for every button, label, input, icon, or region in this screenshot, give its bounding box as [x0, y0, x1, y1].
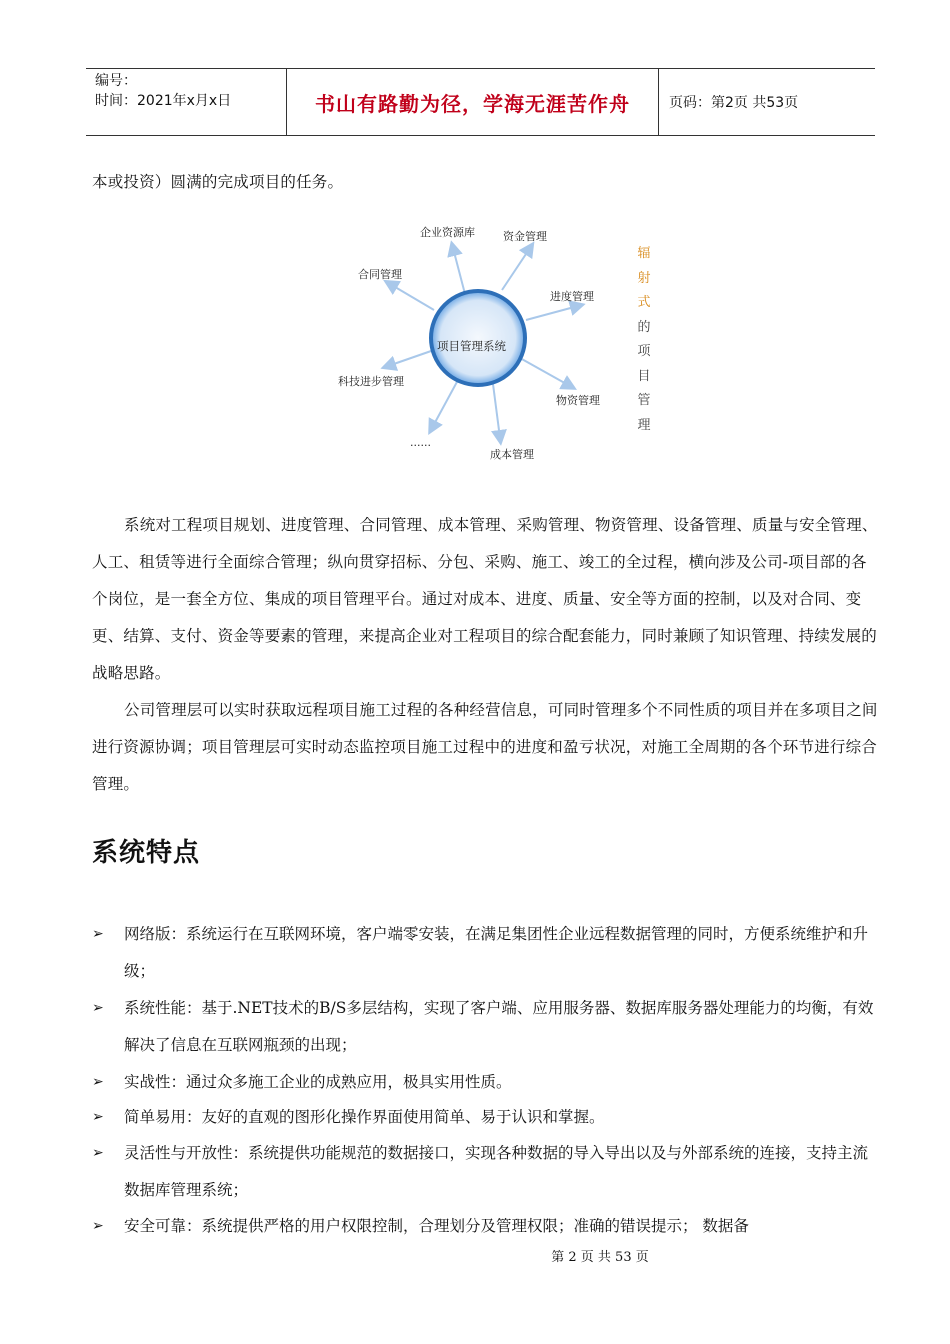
bullet-arrow-icon: ➢ — [92, 1000, 104, 1016]
paragraph-1: 系统对工程项目规划、进度管理、合同管理、成本管理、采购管理、物资管理、设备管理、质量与安全管理、人工、租赁等进行全面综合管理；纵向贯穿招标、分包、采购、施工、竣工的全过程，横向涉及公司-项目部的各个岗位，是一套全方位、集成的项目管理平台。通过对成本、进度、质量、安全等方面的控制，以及对合同、变更、结算、支付、资金等要素的管理，来提高企业对工程项目的综合配套能力，同时兼顾了知识管理、持续发展的战略思路。 — [92, 516, 878, 682]
section-title: 系统特点 — [92, 838, 201, 868]
side-char: 辐 — [637, 246, 651, 261]
feature-text: 实战性：通过众多施工企业的成熟应用，极具实用性质。 — [124, 1073, 512, 1091]
header-meta — [86, 69, 286, 135]
feature-item — [92, 1135, 882, 1209]
feature-item — [92, 916, 882, 990]
feature-item — [92, 1099, 882, 1136]
side-char: 管 — [637, 393, 651, 408]
page-footer — [0, 1246, 950, 1265]
time-label: 时间：2021年x月x日 — [95, 93, 232, 109]
feature-item — [92, 1064, 882, 1101]
node-enterprise-resources: 企业资源库 — [420, 226, 475, 239]
center-label: 项目管理系统 — [437, 339, 506, 353]
side-char: 射 — [637, 270, 651, 286]
feature-item — [92, 1208, 882, 1245]
node-contract-management: 合同管理 — [358, 268, 402, 281]
side-char: 项 — [637, 344, 651, 359]
feature-text: 灵活性与开放性：系统提供功能规范的数据接口，实现各种数据的导入导出以及与外部系统的连接，支持主流数据库管理系统； — [124, 1144, 869, 1199]
side-char: 的 — [637, 319, 651, 335]
bullet-arrow-icon: ➢ — [92, 926, 104, 942]
intro-line: 本或投资）圆满的完成项目的任务。 — [92, 173, 344, 191]
bullet-arrow-icon: ➢ — [92, 1074, 104, 1090]
page-header — [86, 68, 875, 136]
footer-page-number: 第 2 页 共 53 页 — [551, 1250, 649, 1265]
side-char: 目 — [637, 368, 651, 384]
bullet-arrow-icon: ➢ — [92, 1218, 104, 1234]
feature-text: 简单易用：友好的直观的图形化操作界面使用简单、易于认识和掌握。 — [124, 1108, 605, 1126]
bullet-arrow-icon: ➢ — [92, 1145, 104, 1161]
node-fund-management: 资金管理 — [503, 230, 547, 243]
header-motto: 书山有路勤为径，学海无涯苦作舟 — [286, 69, 659, 135]
radial-diagram — [330, 210, 680, 470]
bullet-arrow-icon: ➢ — [92, 1109, 104, 1125]
header-page-label: 页码：第2页 共53页 — [669, 95, 799, 111]
node-cost-management: 成本管理 — [490, 448, 534, 461]
node-tech-progress-management: 科技进步管理 — [338, 375, 404, 388]
node-material-management: 物资管理 — [556, 394, 600, 407]
side-char: 理 — [637, 417, 651, 433]
diagram-side-title — [635, 242, 653, 438]
feature-item — [92, 990, 882, 1064]
node-schedule-management: 进度管理 — [550, 290, 594, 303]
feature-text: 系统性能：基于.NET技术的B/S多层结构，实现了客户端、应用服务器、数据库服务器处理能力的均衡，有效解决了信息在互联网瓶颈的出现； — [124, 999, 874, 1054]
paragraph-2: 公司管理层可以实时获取远程项目施工过程的各种经营信息，可同时管理多个不同性质的项目并在多项目之间进行资源协调；项目管理层可实时动态监控项目施工过程中的进度和盈亏状况，对施工全周期的各个环节进行综合管理。 — [92, 701, 878, 793]
number-label: 编号： — [95, 73, 137, 89]
feature-text: 网络版：系统运行在互联网环境，客户端零安装，在满足集团性企业远程数据管理的同时，方便系统维护和升级； — [124, 925, 869, 980]
side-char: 式 — [637, 295, 651, 310]
node-ellipsis: ...... — [410, 436, 431, 449]
feature-text: 安全可靠：系统提供严格的用户权限控制，合理划分及管理权限；准确的错误提示； 数据备 — [124, 1217, 749, 1235]
